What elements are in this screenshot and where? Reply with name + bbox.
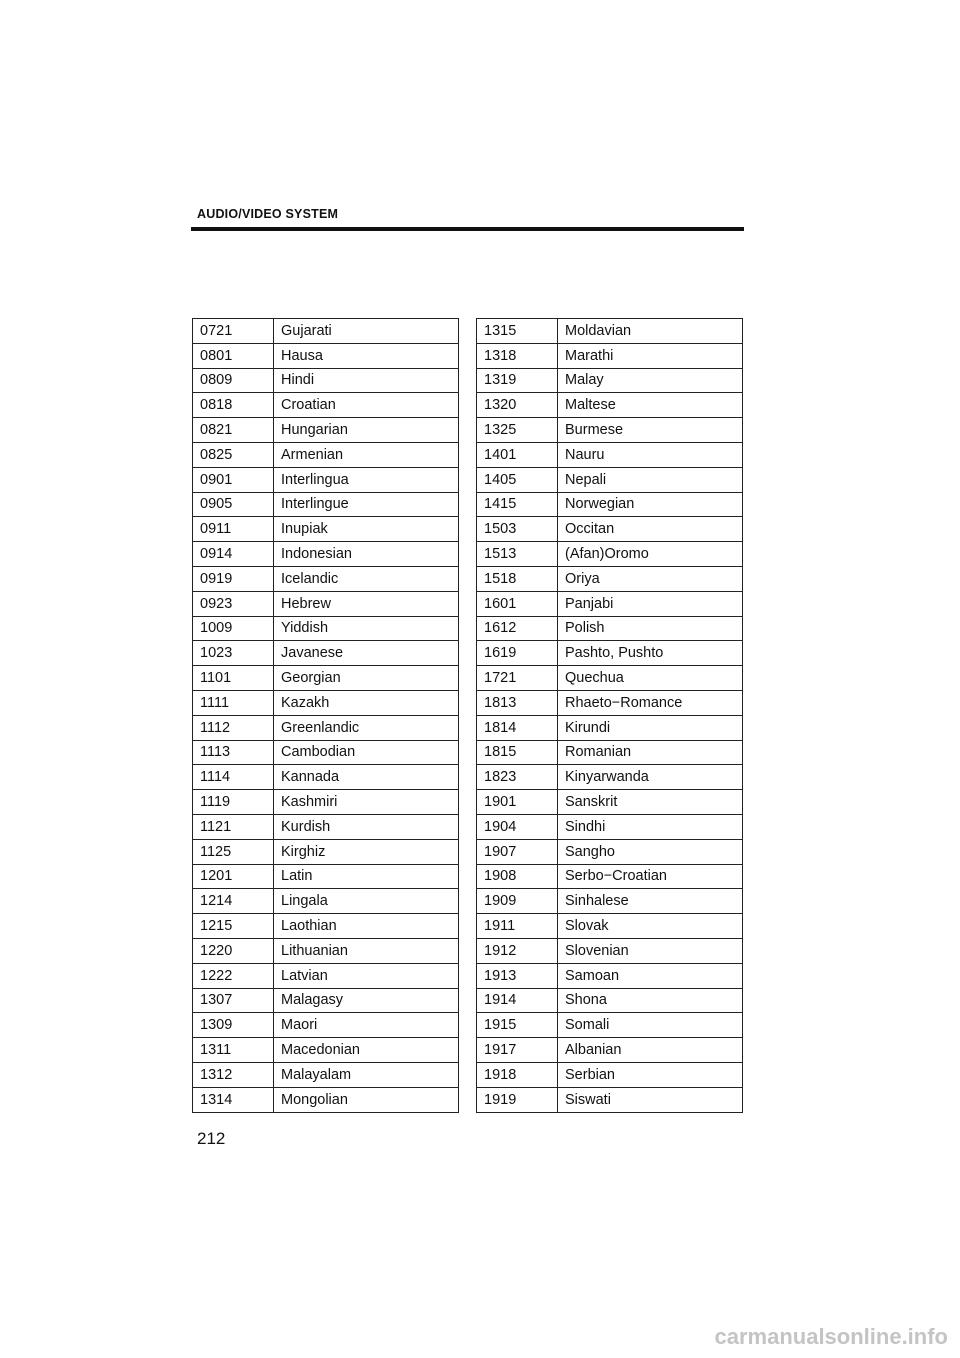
language-name: Nepali	[558, 467, 743, 492]
language-code: 0905	[193, 492, 274, 517]
language-name: Romanian	[558, 740, 743, 765]
language-name: Quechua	[558, 666, 743, 691]
language-name: Latin	[274, 864, 459, 889]
language-name: Polish	[558, 616, 743, 641]
language-name: Oriya	[558, 566, 743, 591]
language-name: Icelandic	[274, 566, 459, 591]
language-code-table-right	[476, 318, 743, 1113]
page-number: 212	[197, 1129, 226, 1148]
table-row	[193, 492, 459, 517]
language-name: Armenian	[274, 442, 459, 467]
language-code-table-left	[192, 318, 459, 1113]
language-name: Sangho	[558, 839, 743, 864]
language-code: 1813	[477, 690, 558, 715]
language-code: 1601	[477, 591, 558, 616]
language-code: 1513	[477, 542, 558, 567]
table-row	[193, 467, 459, 492]
language-name: Croatian	[274, 393, 459, 418]
table-row	[477, 1013, 743, 1038]
table-row	[477, 542, 743, 567]
language-code: 1915	[477, 1013, 558, 1038]
language-name: Interlingue	[274, 492, 459, 517]
table-row	[193, 715, 459, 740]
language-name: Javanese	[274, 641, 459, 666]
table-row	[477, 914, 743, 939]
language-name: Kazakh	[274, 690, 459, 715]
table-row	[193, 814, 459, 839]
language-code: 1023	[193, 641, 274, 666]
table-row	[477, 690, 743, 715]
table-row	[193, 319, 459, 344]
language-code: 1113	[193, 740, 274, 765]
language-name: Malay	[558, 368, 743, 393]
table-row	[477, 517, 743, 542]
language-name: Kirghiz	[274, 839, 459, 864]
language-code: 0919	[193, 566, 274, 591]
language-code: 1612	[477, 616, 558, 641]
table-row	[193, 690, 459, 715]
language-name: Macedonian	[274, 1038, 459, 1063]
table-row	[193, 616, 459, 641]
language-name: Inupiak	[274, 517, 459, 542]
language-code: 1220	[193, 938, 274, 963]
table-row	[477, 963, 743, 988]
language-code: 1320	[477, 393, 558, 418]
language-code: 1503	[477, 517, 558, 542]
table-row	[477, 467, 743, 492]
language-name: Mongolian	[274, 1087, 459, 1112]
language-name: Samoan	[558, 963, 743, 988]
language-code: 1215	[193, 914, 274, 939]
table-row	[193, 566, 459, 591]
table-row	[193, 963, 459, 988]
language-code: 1114	[193, 765, 274, 790]
language-name: Laothian	[274, 914, 459, 939]
language-code: 1112	[193, 715, 274, 740]
table-row	[477, 938, 743, 963]
table-row	[477, 839, 743, 864]
language-code: 0721	[193, 319, 274, 344]
language-code: 1312	[193, 1062, 274, 1087]
language-name: Slovak	[558, 914, 743, 939]
language-code: 1318	[477, 343, 558, 368]
table-row	[193, 666, 459, 691]
language-code: 0923	[193, 591, 274, 616]
language-code: 1009	[193, 616, 274, 641]
language-code: 1319	[477, 368, 558, 393]
table-row	[193, 839, 459, 864]
language-code: 1907	[477, 839, 558, 864]
table-row	[193, 864, 459, 889]
language-code: 1518	[477, 566, 558, 591]
table-row	[477, 889, 743, 914]
language-name: Kannada	[274, 765, 459, 790]
table-row	[193, 1013, 459, 1038]
language-code: 1309	[193, 1013, 274, 1038]
language-name: Kurdish	[274, 814, 459, 839]
language-code: 1911	[477, 914, 558, 939]
table-row	[477, 566, 743, 591]
language-name: Hungarian	[274, 418, 459, 443]
language-name: Serbian	[558, 1062, 743, 1087]
language-name: Yiddish	[274, 616, 459, 641]
table-row	[193, 343, 459, 368]
language-name: Slovenian	[558, 938, 743, 963]
table-row	[193, 740, 459, 765]
language-name: Siswati	[558, 1087, 743, 1112]
language-name: Shona	[558, 988, 743, 1013]
table-row	[477, 1062, 743, 1087]
table-row	[193, 641, 459, 666]
language-code: 1619	[477, 641, 558, 666]
language-code: 1814	[477, 715, 558, 740]
language-name: Panjabi	[558, 591, 743, 616]
language-code: 1121	[193, 814, 274, 839]
language-code: 1908	[477, 864, 558, 889]
table-row	[477, 368, 743, 393]
language-code: 1125	[193, 839, 274, 864]
table-row	[193, 1087, 459, 1112]
language-name: Cambodian	[274, 740, 459, 765]
language-name: Kinyarwanda	[558, 765, 743, 790]
table-row	[193, 889, 459, 914]
language-code: 1917	[477, 1038, 558, 1063]
watermark: carmanualsonline.info	[714, 1324, 948, 1349]
language-code: 1904	[477, 814, 558, 839]
language-code: 1401	[477, 442, 558, 467]
language-code: 0818	[193, 393, 274, 418]
table-row	[193, 790, 459, 815]
table-row	[477, 1087, 743, 1112]
language-name: Malagasy	[274, 988, 459, 1013]
language-code: 0914	[193, 542, 274, 567]
language-name: Norwegian	[558, 492, 743, 517]
language-code: 0901	[193, 467, 274, 492]
table-row	[193, 988, 459, 1013]
table-row	[477, 715, 743, 740]
table-row	[477, 864, 743, 889]
language-name: Greenlandic	[274, 715, 459, 740]
table-row	[193, 1038, 459, 1063]
table-row	[193, 368, 459, 393]
table-row	[477, 641, 743, 666]
table-row	[193, 418, 459, 443]
table-body	[477, 319, 743, 1113]
table-row	[477, 1038, 743, 1063]
language-code: 0801	[193, 343, 274, 368]
language-name: (Afan)Oromo	[558, 542, 743, 567]
table-row	[193, 442, 459, 467]
table-row	[193, 517, 459, 542]
language-name: Lithuanian	[274, 938, 459, 963]
language-code: 1405	[477, 467, 558, 492]
language-code: 1101	[193, 666, 274, 691]
language-name: Marathi	[558, 343, 743, 368]
language-code: 1325	[477, 418, 558, 443]
table-row	[477, 343, 743, 368]
table-row	[193, 591, 459, 616]
language-name: Gujarati	[274, 319, 459, 344]
language-name: Pashto, Pushto	[558, 641, 743, 666]
language-code: 1214	[193, 889, 274, 914]
language-code: 1315	[477, 319, 558, 344]
language-name: Malayalam	[274, 1062, 459, 1087]
table-row	[477, 393, 743, 418]
language-code: 1721	[477, 666, 558, 691]
language-code: 0821	[193, 418, 274, 443]
language-code: 1111	[193, 690, 274, 715]
table-row	[477, 442, 743, 467]
table-row	[477, 666, 743, 691]
language-code: 1909	[477, 889, 558, 914]
language-name: Kirundi	[558, 715, 743, 740]
language-name: Burmese	[558, 418, 743, 443]
language-code: 1913	[477, 963, 558, 988]
language-name: Interlingua	[274, 467, 459, 492]
language-name: Serbo−Croatian	[558, 864, 743, 889]
language-name: Hebrew	[274, 591, 459, 616]
language-code: 1918	[477, 1062, 558, 1087]
language-name: Maltese	[558, 393, 743, 418]
language-code: 1119	[193, 790, 274, 815]
language-name: Lingala	[274, 889, 459, 914]
language-code: 1919	[477, 1087, 558, 1112]
language-code: 1222	[193, 963, 274, 988]
language-code: 1823	[477, 765, 558, 790]
language-name: Sindhi	[558, 814, 743, 839]
language-code: 1914	[477, 988, 558, 1013]
language-code: 0825	[193, 442, 274, 467]
table-row	[477, 492, 743, 517]
header-rule	[191, 227, 744, 231]
language-code: 1314	[193, 1087, 274, 1112]
language-name: Moldavian	[558, 319, 743, 344]
table-row	[477, 765, 743, 790]
table-row	[477, 319, 743, 344]
language-name: Kashmiri	[274, 790, 459, 815]
table-body	[193, 319, 459, 1113]
table-row	[193, 938, 459, 963]
language-code: 1307	[193, 988, 274, 1013]
language-name: Latvian	[274, 963, 459, 988]
language-code: 1815	[477, 740, 558, 765]
table-row	[193, 914, 459, 939]
table-row	[477, 790, 743, 815]
section-title: AUDIO/VIDEO SYSTEM	[197, 207, 339, 221]
language-code: 1901	[477, 790, 558, 815]
table-row	[477, 814, 743, 839]
language-code: 1912	[477, 938, 558, 963]
language-name: Hindi	[274, 368, 459, 393]
language-code: 0911	[193, 517, 274, 542]
language-code: 1311	[193, 1038, 274, 1063]
language-name: Sanskrit	[558, 790, 743, 815]
language-name: Maori	[274, 1013, 459, 1038]
table-row	[193, 765, 459, 790]
table-row	[193, 1062, 459, 1087]
language-name: Hausa	[274, 343, 459, 368]
table-row	[193, 542, 459, 567]
table-row	[477, 591, 743, 616]
language-name: Nauru	[558, 442, 743, 467]
language-name: Occitan	[558, 517, 743, 542]
language-name: Indonesian	[274, 542, 459, 567]
table-row	[477, 988, 743, 1013]
table-row	[477, 616, 743, 641]
language-name: Sinhalese	[558, 889, 743, 914]
table-row	[477, 418, 743, 443]
language-code: 0809	[193, 368, 274, 393]
language-name: Somali	[558, 1013, 743, 1038]
language-name: Rhaeto−Romance	[558, 690, 743, 715]
language-code: 1415	[477, 492, 558, 517]
table-row	[477, 740, 743, 765]
table-row	[193, 393, 459, 418]
language-name: Albanian	[558, 1038, 743, 1063]
language-code: 1201	[193, 864, 274, 889]
language-name: Georgian	[274, 666, 459, 691]
